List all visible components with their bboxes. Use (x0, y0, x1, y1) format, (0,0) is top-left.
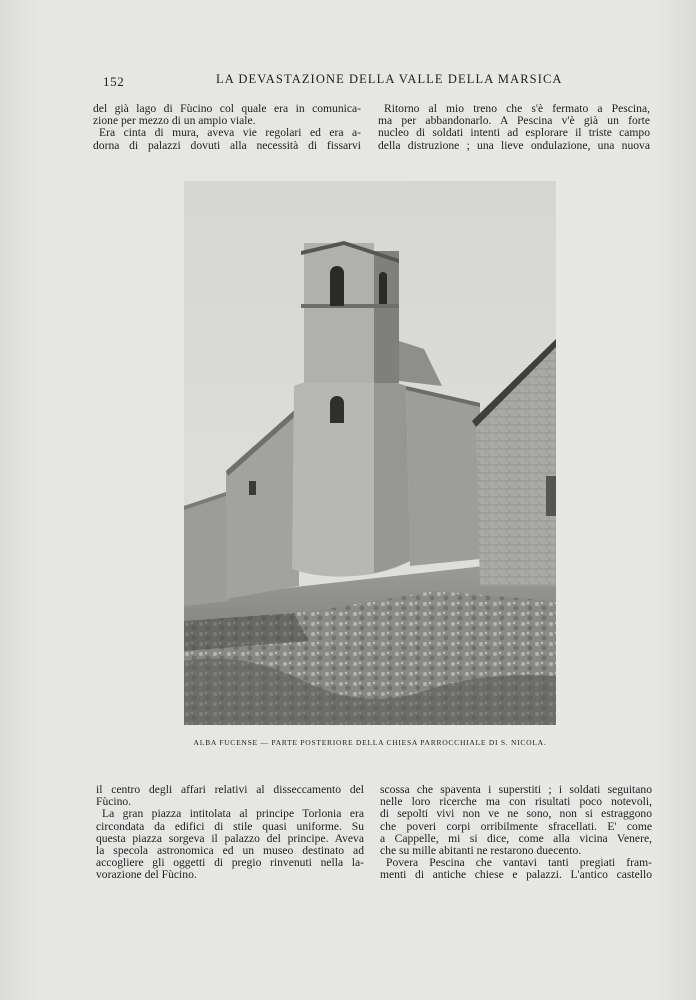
text-line: il centro degli affari relativi al disseccamento del (96, 784, 364, 796)
figure-caption: ALBA FUCENSE — PARTE POSTERIORE DELLA CHIESA PARROCCHIALE DI S. NICOLA. (193, 738, 547, 747)
page-number: 152 (103, 74, 125, 89)
text-line: di sepolti vivi non ve ne sono, non si estraggono (380, 808, 652, 821)
text-line: a Cappelle, mi si dice, come alla vicina Venere, (380, 832, 652, 845)
text-line: vorazione del Fùcino. (96, 869, 197, 882)
text-line: ma per abbandonarlo. A Pescina v'è già un forte (378, 115, 650, 128)
top-left-column (93, 103, 361, 152)
church-photograph (184, 181, 556, 725)
text-line: nelle loro ricerche ma con risultati poco notevoli, (380, 796, 652, 809)
bottom-right-column (380, 784, 652, 882)
top-right-column (378, 103, 650, 152)
text-line: che poveri corpi orribilmente sfracellati. E' come (380, 820, 652, 833)
text-line: la specola astronomica ed un museo destinato ad (96, 845, 364, 858)
text-line: del già lago di Fùcino col quale era in comunica- (93, 103, 361, 115)
text-line: La gran piazza intitolata al principe Torlonia era (102, 808, 364, 821)
text-line: della distruzione ; una lieve ondulazione, una nuova (378, 139, 650, 152)
text-line: Era cinta di mura, aveva vie regolari ed era a- (99, 127, 361, 140)
text-line: Povera Pescina che vantavi tanti pregiati fram- (386, 857, 652, 870)
running-title: LA DEVASTAZIONE DELLA VALLE DELLA MARSICA (216, 72, 563, 86)
text-line: scossa che spaventa i superstiti ; i soldati seguitano (380, 784, 652, 796)
text-line: dorna di palazzi dovuti alla necessità di fissarvi (93, 139, 361, 152)
text-line: Ritorno al mio treno che s'è fermato a Pescina, (384, 103, 650, 115)
text-line: accogliere gli oggetti di pregio rinvenuti nella la- (96, 857, 364, 870)
text-line: nucleo di soldati intenti ad esplorare il triste campo (378, 127, 650, 140)
text-line: zione per mezzo di un ampio viale. (93, 115, 256, 128)
text-line: che su mille abitanti ne restarono duecento. (380, 845, 582, 858)
text-line: Fùcino. (96, 796, 132, 809)
bottom-left-column (96, 784, 364, 882)
page-header (103, 72, 563, 92)
text-line: menti di antiche chiese e palazzi. L'antico castello (380, 869, 652, 882)
text-line: questa piazza sorgeva il palazzo del principe. Aveva (96, 832, 364, 845)
text-line: circondata da edifici di stile quasi uniforme. Su (96, 820, 364, 833)
